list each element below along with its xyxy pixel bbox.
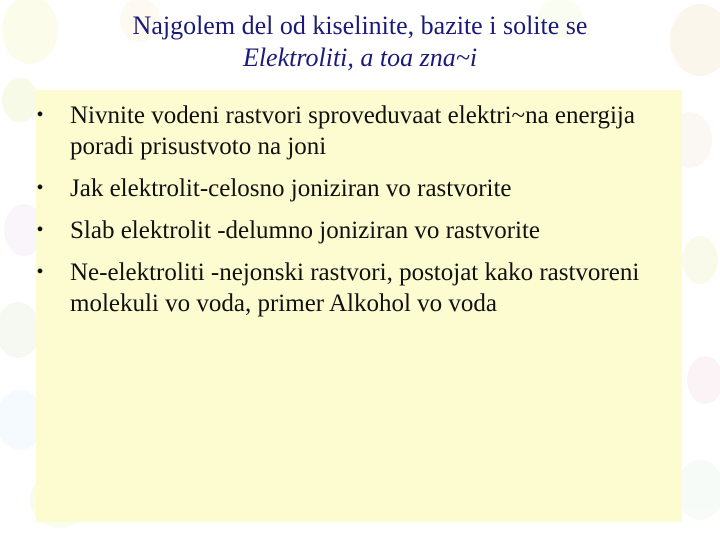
bullet-text: Nivnite vodeni rastvori sproveduvaat elektri~na energija poradi prisustvoto na joni (70, 102, 635, 160)
bullet-marker: • (36, 261, 44, 283)
list-item (30, 257, 690, 319)
list-item (30, 215, 690, 246)
title-line-2: Elektroliti, a toa zna~i (242, 43, 478, 72)
title-line-1: Najgolem del od kiselinite, bazite i solite se (132, 11, 588, 40)
bullet-marker: • (36, 177, 44, 199)
bullet-marker: • (36, 104, 44, 126)
list-item (30, 173, 690, 204)
slide-title (40, 10, 680, 74)
bullet-text: Slab elektrolit -delumno joniziran vo rastvorite (70, 217, 541, 244)
list-item (30, 100, 690, 162)
bullet-list (30, 100, 690, 330)
bullet-text: Ne-elektroliti -nejonski rastvori, postojat kako rastvoreni molekuli vo voda, primer Alkohol vo voda (70, 259, 640, 317)
bullet-text: Jak elektrolit-celosno joniziran vo rastvorite (70, 175, 512, 202)
bullet-marker: • (36, 219, 44, 241)
